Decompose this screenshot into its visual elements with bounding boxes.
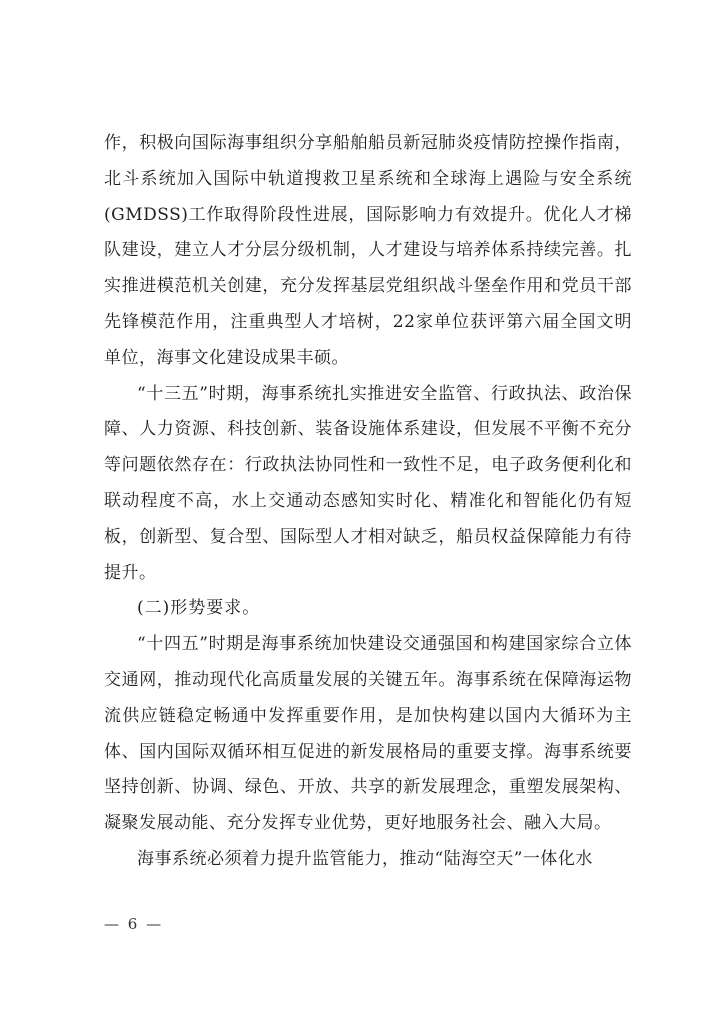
section-heading: (二)形势要求。 xyxy=(137,598,261,619)
body-text xyxy=(104,126,632,878)
page-number: — 6 — xyxy=(104,915,164,933)
paragraph-continuation: 作，积极向国际海事组织分享船舶船员新冠肺炎疫情防控操作指南，北斗系统加入国际中轨道搜救卫星系统和全球海上遇险与安全系统(GMDSS)工作取得阶段性进展，国际影响力有效提升。优化人才梯队建设，建立人才分层分级机制，人才建设与培养体系持续完善。扎实推进模范机关创建，充分发挥基层党组织战斗堡垒作用和党员干部先锋模范作用，注重典型人才培树，22家单位获评第六届全国文明单位，海事文化建设成果丰硕。 xyxy=(104,133,632,368)
paragraph-14th-five-year: “十四五”时期是海事系统加快建设交通强国和构建国家综合立体交通网，推动现代化高质量发展的关键五年。海事系统在保障海运物流供应链稳定畅通中发挥重要作用，是加快构建以国内大循环为主体、国内国际双循环相互促进的新发展格局的重要支撑。海事系统要坚持创新、协调、绿色、开放、共享的新发展理念，重塑发展架构、凝聚发展动能、充分发挥专业优势，更好地服务社会、融入大局。 xyxy=(104,634,632,834)
paragraph-supervision: 海事系统必须着力提升监管能力，推动“陆海空天”一体化水 xyxy=(137,848,593,869)
paragraph-13th-five-year: “十三五”时期，海事系统扎实推进安全监管、行政执法、政治保障、人力资源、科技创新、装备设施体系建设，但发展不平衡不充分等问题依然存在：行政执法协同性和一致性不足，电子政务便利化和联动程度不高，水上交通动态感知实时化、精准化和智能化仍有短板，创新型、复合型、国际型人才相对缺乏，船员权益保障能力有待提升。 xyxy=(104,383,632,583)
